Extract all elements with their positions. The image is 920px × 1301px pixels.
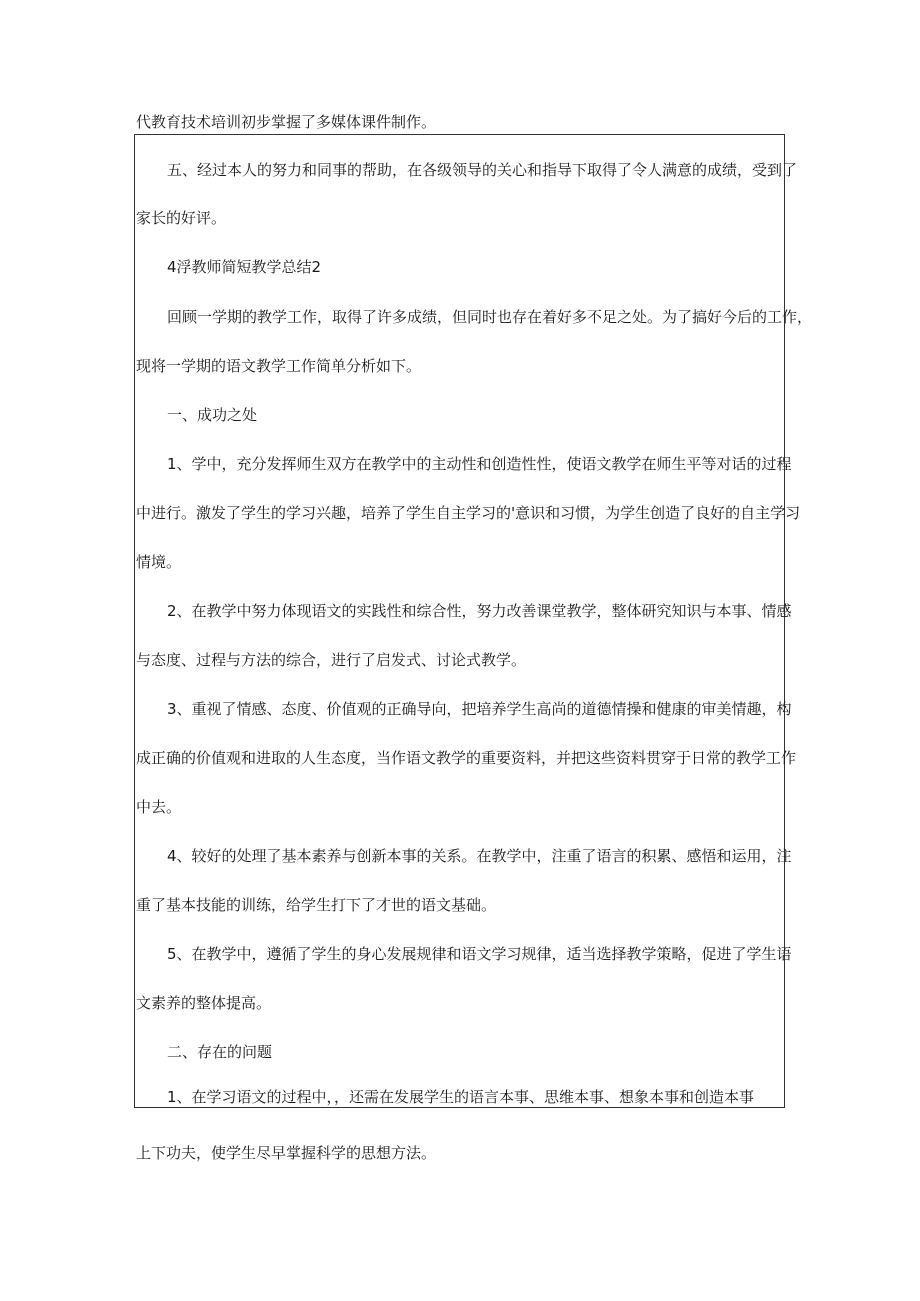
- paragraph-line: 现将一学期的语文教学工作简单分析如下。: [136, 357, 422, 375]
- paragraph-line: 重了基本技能的训练，给学生打下了才世的语文基础。: [136, 896, 497, 914]
- paragraph-line: 文素养的整体提高。: [136, 994, 272, 1012]
- section-heading-line: 二、存在的问题: [167, 1043, 273, 1061]
- paragraph-line: 3、重视了情感、态度、价值观的正确导向，把培养学生高尚的道德情操和健康的审美情趣，构: [167, 700, 792, 718]
- paragraph-line: 4、较好的处理了基本素养与创新本事的关系。在教学中，注重了语言的积累、感悟和运用，注: [167, 847, 792, 865]
- paragraph-line: 情境。: [136, 553, 182, 571]
- paragraph-line: 五、经过本人的努力和同事的帮助，在各级领导的关心和指导下取得了令人满意的成绩，受到了: [167, 161, 798, 179]
- paragraph-line: 中进行。激发了学生的学习兴趣，培养了学生自主学习的'意识和习惯，为学生创造了良好的自主学习: [136, 504, 801, 522]
- paragraph-line: 家长的好评。: [136, 209, 227, 227]
- section-title-line: 4浮教师简短教学总结2: [167, 258, 322, 276]
- paragraph-line: 中去。: [136, 798, 182, 816]
- paragraph-line: 5、在教学中，遵循了学生的身心发展规律和语文学习规律，适当选择教学策略，促进了学生语: [167, 945, 792, 963]
- paragraph-line: 1、在学习语文的过程中，，还需在发展学生的语言本事、思维本事、想象本事和创造本事: [167, 1088, 755, 1106]
- paragraph-line: 1、学中，充分发挥师生双方在教学中的主动性和创造性性，使语文教学在师生平等对话的过程: [167, 455, 792, 473]
- text-line-pre-box: 代教育技术培训初步掌握了多媒体课件制作。: [136, 113, 437, 131]
- paragraph-line: 2、在教学中努力体现语文的实践性和综合性，努力改善课堂教学，整体研究知识与本事、情感: [167, 602, 792, 620]
- paragraph-line: 与态度、过程与方法的综合，进行了启发式、讨论式教学。: [136, 651, 527, 669]
- text-line-post-box: 上下功夫，使学生尽早掌握科学的思想方法。: [136, 1144, 437, 1162]
- section-heading-line: 一、成功之处: [167, 406, 258, 424]
- paragraph-line: 回顾一学期的教学工作，取得了许多成绩，但同时也存在着好多不足之处。为了搞好今后的工作，: [167, 308, 813, 326]
- paragraph-line: 成正确的价值观和进取的人生态度，当作语文教学的重要资料，并把这些资料贯穿于日常的教学工作: [136, 749, 797, 767]
